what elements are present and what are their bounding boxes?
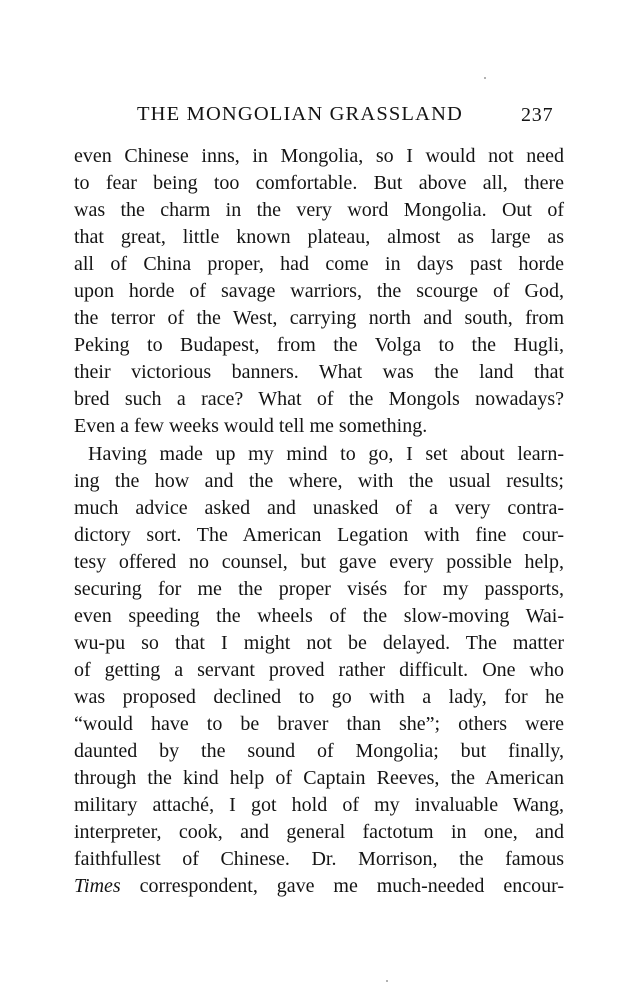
text-line: bred such a race? What of the Mongols nowadays? — [74, 388, 564, 411]
text-line: tesy offered no counsel, but gave every possible help, — [74, 550, 564, 573]
text-line-final — [74, 873, 564, 900]
italic-title: Times — [74, 875, 121, 898]
text-line: dictory sort. The American Legation with fine cour- — [74, 523, 564, 546]
text-line: securing for me the proper visés for my passports, — [74, 577, 564, 600]
text-line: daunted by the sound of Mongolia; but finally, — [74, 740, 564, 763]
body-text — [74, 143, 564, 900]
text-line: wu-pu so that I might not be delayed. The matter — [74, 631, 564, 654]
text-line: was the charm in the very word Mongolia. Out of — [74, 199, 564, 222]
text-line: that great, little known plateau, almost as large as — [74, 226, 564, 249]
text-line: Peking to Budapest, from the Volga to the Hugli, — [74, 334, 564, 357]
text-line: “would have to be braver than she”; others were — [74, 712, 564, 735]
text-line: upon horde of savage warriors, the scourge of God, — [74, 280, 564, 303]
text-line: military attaché, I got hold of my invaluable Wang, — [74, 794, 564, 817]
paper-speck — [484, 77, 486, 79]
running-title: THE MONGOLIAN GRASSLAND — [137, 103, 463, 125]
text-line: much advice asked and unasked of a very contra- — [74, 496, 564, 519]
text-line: ing the how and the where, with the usual results; — [74, 469, 564, 492]
paragraph-end-line: Even a few weeks would tell me something. — [74, 415, 428, 438]
text-line-final-rest: correspondent, gave me much-needed encour- — [120, 875, 564, 898]
text-line: interpreter, cook, and general factotum in one, and — [74, 821, 564, 844]
text-line: even speeding the wheels of the slow-moving Wai- — [74, 604, 564, 627]
text-line: their victorious banners. What was the land that — [74, 361, 564, 384]
text-line: was proposed declined to go with a lady, for he — [74, 685, 564, 708]
text-line: all of China proper, had come in days past horde — [74, 253, 564, 276]
paragraph-start-line: Having made up my mind to go, I set about learn- — [88, 442, 564, 465]
page-number: 237 — [521, 104, 554, 126]
text-line: of getting a servant proved rather difficult. One who — [74, 658, 564, 681]
text-line: even Chinese inns, in Mongolia, so I would not need — [74, 145, 564, 167]
text-line: through the kind help of Captain Reeves, the American — [74, 767, 564, 790]
text-line: the terror of the West, carrying north and south, from — [74, 307, 564, 330]
text-line: to fear being too comfortable. But above all, there — [74, 172, 564, 195]
paper-speck — [386, 980, 388, 982]
text-line: faithfullest of Chinese. Dr. Morrison, the famous — [74, 848, 564, 871]
